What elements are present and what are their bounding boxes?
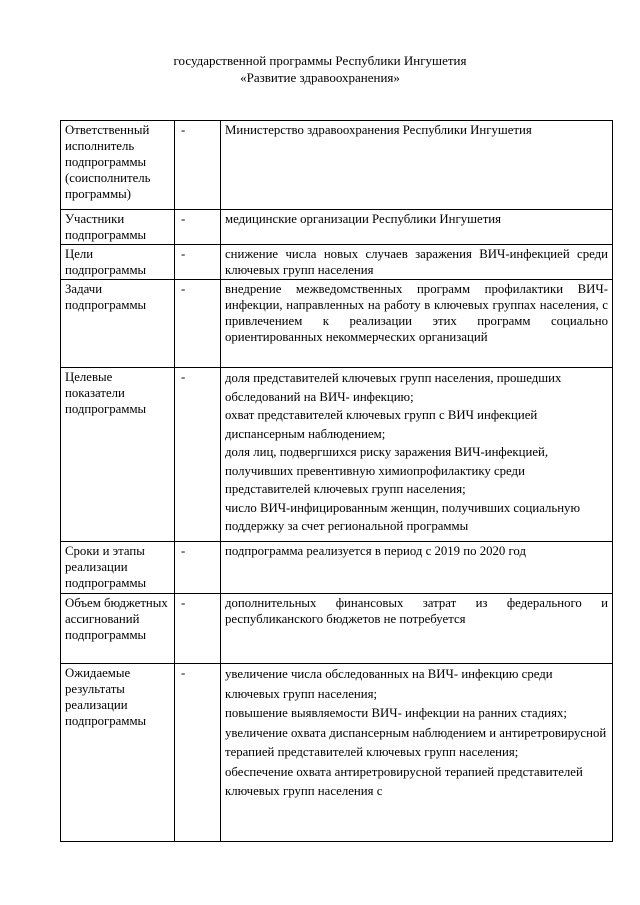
row-value [221,280,613,368]
value-paragraph: число ВИЧ-инфицированным женщин, получивших социальную поддержку за счет региональной программы [225,500,581,533]
row-dash: - [175,210,221,245]
table-row [61,210,613,245]
row-value [221,594,613,664]
table-row [61,368,613,542]
value-paragraph: Министерство здравоохранения Республики Ингушетия [225,123,532,137]
table-row [61,245,613,280]
row-label: Цели подпрограммы [61,245,175,280]
value-paragraph: охват представителей ключевых групп с ВИЧ инфекцией диспансерным наблюдением; [225,408,538,441]
header-line-2: «Развитие здравоохранения» [240,70,400,85]
value-paragraph: повышение выявляемости ВИЧ- инфекции на ранних стадиях; [225,706,567,720]
table-row [61,664,613,842]
row-dash: - [175,245,221,280]
row-label: Задачи подпрограммы [61,280,175,368]
table-row [61,594,613,664]
row-label: Ответственный исполнитель подпрограммы (соисполнитель программы) [61,121,175,210]
value-paragraph: подпрограмма реализуется в период с 2019 по 2020 год [225,544,526,558]
table-row [61,280,613,368]
table-row [61,542,613,594]
row-dash: - [175,121,221,210]
value-paragraph: увеличение числа обследованных на ВИЧ- инфекцию среди ключевых групп населения; [225,667,553,701]
row-dash: - [175,542,221,594]
row-value [221,210,613,245]
value-paragraph: внедрение межведомственных программ профилактики ВИЧ-инфекции, направленных на работу в ключевых группах населения, с привлечением к реализации этих программ социально ориентированных некоммерческих организаций [225,282,608,344]
row-value [221,542,613,594]
value-paragraph: доля лиц, подвергшихся риску заражения ВИЧ-инфекцией, получивших превентивную химиопрофилактику среди представителей ключевых групп населения; [225,445,549,496]
row-dash: - [175,280,221,368]
row-value [221,368,613,542]
row-value [221,245,613,280]
value-paragraph: увеличение охвата диспансерным наблюдением и антиретровирусной терапией представителей ключевых групп населения; [225,725,607,759]
table-row [61,121,613,210]
value-paragraph: обеспечение охвата антиретровирусной терапией представителей ключевых групп населения с [225,764,583,798]
row-label: Целевые показатели подпрограммы [61,368,175,542]
header-line-1: государственной программы Республики Ингушетия [173,53,467,68]
subprogram-passport-table [60,120,613,842]
row-value [221,121,613,210]
value-paragraph: медицинские организации Республики Ингушетия [225,212,502,226]
row-label: Сроки и этапы реализации подпрограммы [61,542,175,594]
row-label: Ожидаемые результаты реализации подпрограммы [61,664,175,842]
row-label: Участники подпрограммы [61,210,175,245]
row-dash: - [175,664,221,842]
document-header [0,52,640,86]
row-dash: - [175,368,221,542]
value-paragraph: снижение числа новых случаев заражения ВИЧ-инфекцией среди ключевых групп населения [225,247,608,277]
value-paragraph: доля представителей ключевых групп населения, прошедших обследований на ВИЧ- инфекцию; [225,371,562,404]
row-label: Объем бюджетных ассигнований подпрограммы [61,594,175,664]
row-dash: - [175,594,221,664]
row-value [221,664,613,842]
value-paragraph: дополнительных финансовых затрат из федерального и республиканского бюджетов не потребуется [225,596,608,626]
